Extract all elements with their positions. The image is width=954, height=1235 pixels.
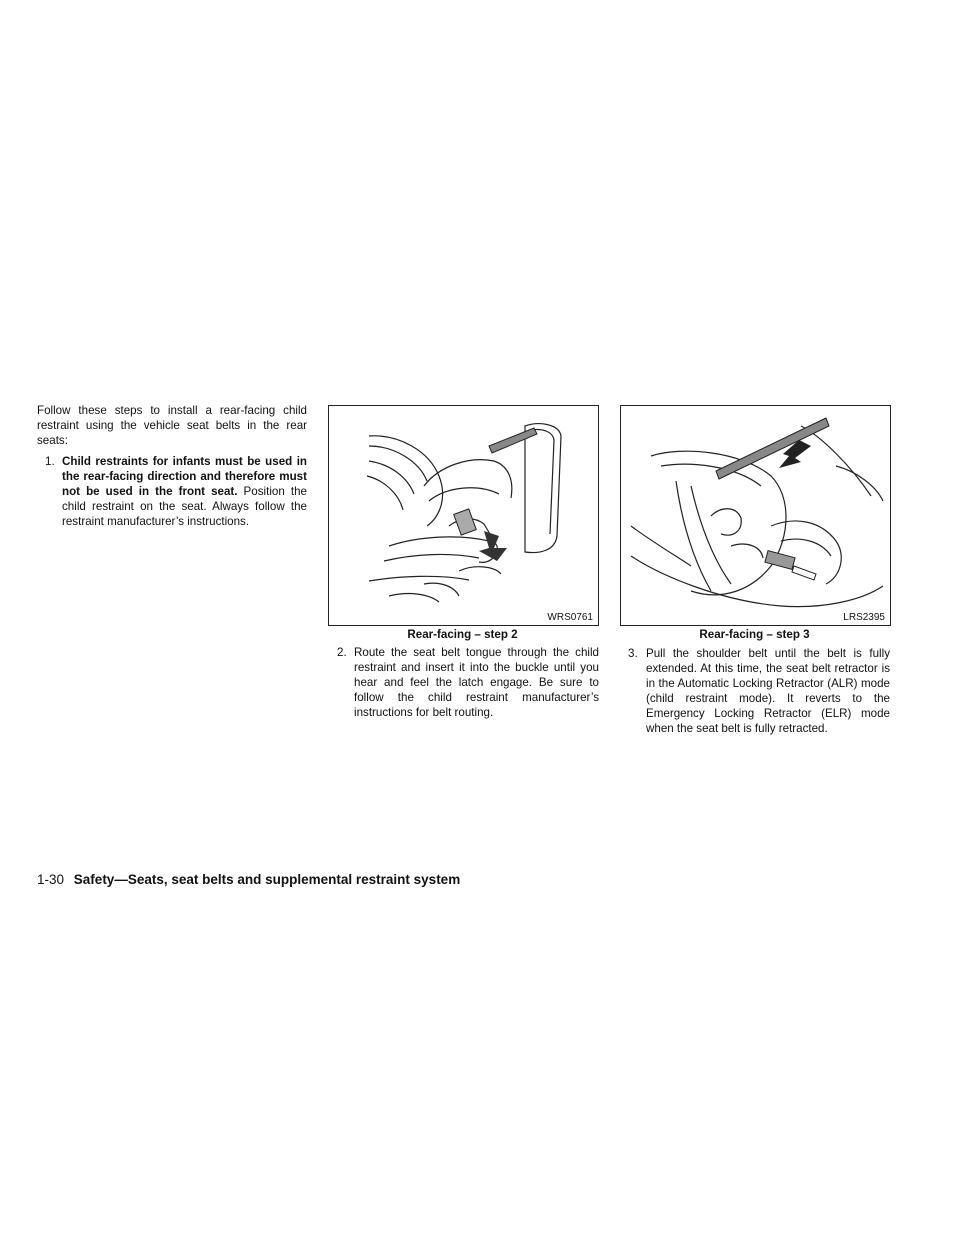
page-number: 1-30 [37, 872, 65, 887]
intro-paragraph: Follow these steps to install a rear-facing child restraint using the vehicle seat belts in the rear seats: [37, 404, 307, 447]
step-body [62, 454, 307, 529]
step-text: Pull the shoulder belt until the belt is fully extended. At this time, the seat belt retractor is in the Automatic Locking Retractor (ALR) mode (child restraint mode). It reverts to the Emergency Locking Retractor (ELR) mode when the seat belt is fully retracted. [646, 647, 890, 735]
figure-caption: Rear-facing – step 2 [407, 628, 518, 641]
figure-code: LRS2395 [843, 612, 885, 623]
step-number: 3. [628, 647, 638, 660]
step-warning: Child restraints for infants must be used in the rear-facing direction and therefore must not be used in the front seat. [62, 455, 307, 498]
figure-rear-facing-step-2 [328, 405, 599, 626]
illustration-shoulder-belt-pull [621, 406, 890, 625]
figure-rear-facing-step-3 [620, 405, 891, 626]
step-text: Position the child restraint on the seat. Always follow the restraint manufacturer’s instructions. [62, 485, 307, 528]
figure-code: WRS0761 [547, 612, 593, 623]
illustration-child-seat-buckle [329, 406, 598, 625]
section-title: Safety—Seats, seat belts and supplemental restraint system [73, 872, 461, 887]
step-number: 1. [45, 455, 55, 468]
step-number: 2. [337, 646, 347, 659]
figure-caption: Rear-facing – step 3 [699, 628, 810, 641]
page-footer [37, 872, 460, 887]
step-text: Route the seat belt tongue through the child restraint and insert it into the buckle until you hear and feel the latch engage. Be sure to follow the child restraint manufacturer’s instructions for belt routing. [354, 646, 599, 719]
